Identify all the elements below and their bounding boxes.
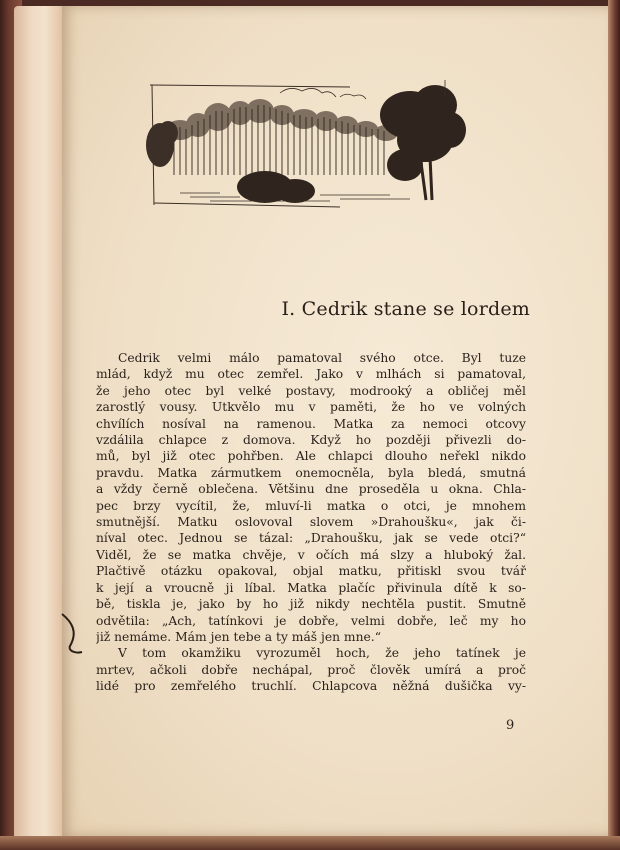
page-number: 9 [506, 718, 515, 733]
text-line: smutnější. Matku oslovoval slovem »Drahoušku«, jak či- [96, 515, 526, 530]
text-line: Viděl, že se matka chvěje, v očích má slzy a hluboký žal. [96, 547, 526, 562]
text-line: Plačtivě otázku opakoval, objal matku, přitiskl svou tvář [96, 564, 526, 579]
text-line: pec brzy vycítil, že, mluví-li matka o otci, je mnohem [96, 498, 526, 513]
text-line: již nemáme. Mám jen tebe a ty máš jen mne.“ [96, 629, 381, 644]
text-line: odvětila: „Ach, tatínkovi je dobře, velmi dobře, leč my ho [96, 613, 526, 628]
text-line: že jeho otec byl velké postavy, modrooký a obličej měl [96, 383, 526, 398]
text-line: níval otec. Jednou se tázal: „Drahoušku, jak se vede otci?“ [96, 531, 526, 546]
text-line: a vždy černě oblečena. Většinu dne proseděla u okna. Chla- [96, 482, 526, 497]
text-line: Cedrik velmi málo pamatoval svého otce. Byl tuze [118, 351, 526, 365]
page-bottom-edge [0, 836, 620, 850]
landscape-engraving-icon [90, 75, 470, 215]
text-line: pravdu. Matka zármutkem onemocněla, byla bledá, smutná [96, 465, 526, 480]
text-line: chvílích nosíval na ramenou. Matka za nemoci otcovy [96, 416, 526, 431]
text-line: V tom okamžiku vyrozuměl hoch, že jeho tatínek je [118, 646, 526, 661]
page-right-edge [608, 0, 620, 850]
text-line: mlád, když mu otec zemřel. Jako v mlhách si pamatoval, [96, 367, 526, 382]
text-line: lidé pro zemřelého truchlí. Chlapcova něžná dušička vy- [96, 679, 526, 694]
text-line: mrtev, ačkoli dobře nechápal, proč člověk umírá a proč [96, 662, 526, 677]
text-line: zarostlý vousy. Utkvělo mu v paměti, že ho ve volných [96, 400, 526, 415]
chapter-title: I. Cedrik stane se lordem [281, 298, 530, 320]
body-text [96, 350, 526, 695]
text-line: mů, byl již otec pohřben. Ale chlapci dlouho neřekl nikdo [96, 449, 526, 464]
text-line: k její a vroucně ji líbal. Matka plačíc přivinula dítě k so- [96, 580, 526, 595]
text-line: vzdálila chlapce z domova. Když ho později přivezli do- [96, 433, 526, 448]
text-line: bě, tiskla je, jako by ho již nikdy nechtěla pustit. Smutně [96, 597, 526, 612]
ribbon-bookmark-icon [58, 610, 88, 660]
